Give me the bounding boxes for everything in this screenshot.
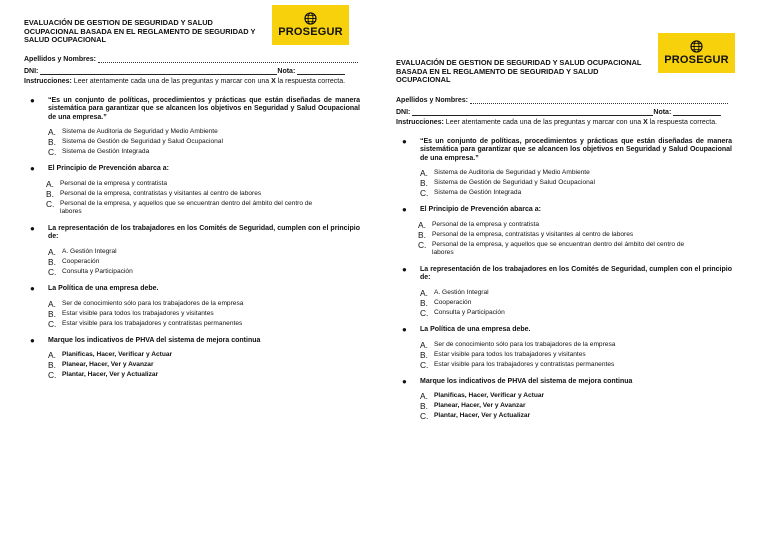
option-letter: A. — [48, 298, 56, 309]
option-letter: C. — [420, 359, 429, 370]
question-1 — [24, 97, 384, 157]
option-c[interactable] — [420, 189, 756, 197]
question-1 — [396, 138, 756, 198]
options — [420, 169, 756, 197]
options — [48, 248, 384, 276]
option-text: Personal de la empresa y contratista — [432, 220, 540, 228]
option-c[interactable] — [48, 320, 384, 328]
option-a[interactable] — [418, 221, 756, 229]
option-b[interactable] — [420, 299, 756, 307]
option-text: Personal de la empresa, y aquellos que se encuentran dentro del ámbito del centro de labores — [60, 199, 313, 215]
option-letter: A. — [46, 178, 54, 189]
option-text: Ser de conocimiento sólo para los trabajadores de la empresa — [434, 340, 616, 348]
bullet-icon: ● — [30, 164, 35, 174]
option-letter: B. — [48, 308, 56, 319]
student-fields — [396, 93, 756, 116]
option-text: Sistema de Auditoria de Seguridad y Medio Ambiente — [434, 169, 590, 177]
option-c[interactable] — [418, 241, 756, 257]
option-letter: A. — [48, 127, 56, 138]
option-text: Sistema de Gestión de Seguridad y Salud Ocupacional — [62, 138, 223, 146]
dni-label: DNI: — [396, 109, 411, 116]
option-text: Ser de conocimiento sólo para los trabajadores de la empresa — [62, 299, 244, 307]
option-b[interactable] — [418, 231, 756, 239]
option-text: Estar visible para todos los trabajadores y visitantes — [62, 309, 214, 317]
option-b[interactable] — [46, 190, 384, 198]
option-letter: B. — [418, 229, 426, 240]
option-letter: B. — [46, 188, 54, 199]
nota-label: Nota: — [653, 109, 672, 116]
option-a[interactable] — [48, 248, 384, 256]
option-text: Consulta y Participación — [62, 268, 133, 276]
question-text: “Es un conjunto de políticas, procedimientos y prácticas que están diseñadas de manera sistemática para garantizar que se alcancen los objetivos en Seguridad y Salud Ocupacional de una empresa.” — [420, 137, 732, 162]
globe-icon — [690, 40, 703, 53]
instructions-label: Instrucciones: — [396, 119, 444, 126]
option-b[interactable] — [48, 258, 384, 266]
option-a[interactable] — [420, 341, 756, 349]
instructions-text-b: la respuesta correcta. — [647, 119, 718, 126]
prosegur-logo — [272, 5, 349, 45]
question-3 — [24, 225, 384, 276]
option-text: Planificas, Hacer, Verificar y Actuar — [62, 351, 173, 359]
option-c[interactable] — [420, 412, 756, 420]
options — [48, 300, 384, 328]
nota-field[interactable] — [673, 109, 721, 116]
options — [48, 128, 384, 156]
bullet-icon: ● — [402, 264, 407, 274]
name-label: Apellidos y Nombres: — [24, 56, 96, 63]
question-text: “Es un conjunto de políticas, procedimientos y prácticas que están diseñadas de manera sistemática para garantizar que se alcancen los objetivos en Seguridad y Salud Ocupacional de una empresa.” — [48, 96, 360, 121]
instructions-x: X — [271, 78, 276, 85]
option-letter: A. — [48, 247, 56, 258]
exam-title: EVALUACIÓN DE GESTION DE SEGURIDAD Y SALUD OCUPACIONAL BASADA EN EL REGLAMENTO DE SEGURIDAD Y SALUD OCUPACIONAL — [396, 58, 642, 85]
option-c[interactable] — [420, 309, 756, 317]
option-letter: B. — [420, 349, 428, 360]
option-letter: A. — [420, 288, 428, 299]
option-a[interactable] — [420, 392, 756, 400]
instructions-text-a: Leer atentamente cada una de las preguntas y marcar con una — [443, 119, 644, 126]
question-5 — [24, 337, 384, 380]
options — [48, 351, 384, 379]
option-c[interactable] — [48, 371, 384, 379]
option-text: Planear, Hacer, Ver y Avanzar — [434, 402, 526, 410]
option-letter: C. — [48, 370, 57, 381]
option-text: Personal de la empresa, contratistas y visitantes al centro de labores — [60, 189, 262, 197]
bullet-icon: ● — [402, 325, 407, 335]
name-row — [24, 52, 384, 63]
exam-sheet-left — [24, 0, 384, 381]
options — [46, 180, 384, 216]
dni-label: DNI: — [24, 68, 39, 75]
option-text: Sistema de Auditoria de Seguridad y Medio Ambiente — [62, 128, 218, 136]
question-text: El Principio de Prevención abarca a: — [420, 206, 541, 214]
option-text: A. Gestión Integral — [434, 289, 489, 297]
name-row — [396, 93, 756, 104]
logo-text: PROSEGUR — [664, 54, 729, 66]
option-c[interactable] — [46, 200, 384, 216]
option-a[interactable] — [48, 300, 384, 308]
question-text: La Política de una empresa debe. — [420, 326, 531, 334]
option-text: Sistema de Gestión Integrada — [434, 189, 522, 197]
dni-row — [396, 105, 756, 116]
option-a[interactable] — [48, 128, 384, 136]
globe-icon — [304, 12, 317, 25]
option-letter: C. — [46, 198, 55, 209]
nota-field[interactable] — [297, 68, 345, 75]
option-b[interactable] — [48, 310, 384, 318]
instructions-text-a: Leer atentamente cada una de las preguntas y marcar con una — [71, 78, 272, 85]
option-b[interactable] — [48, 361, 384, 369]
option-text: Personal de la empresa y contratista — [60, 179, 168, 187]
option-letter: B. — [420, 178, 428, 189]
options — [420, 289, 756, 317]
question-4 — [396, 326, 756, 369]
option-letter: C. — [418, 239, 427, 250]
bullet-icon: ● — [30, 95, 35, 105]
option-letter: B. — [48, 137, 56, 148]
option-letter: B. — [420, 298, 428, 309]
option-b[interactable] — [420, 402, 756, 410]
option-letter: C. — [48, 318, 57, 329]
option-text: Estar visible para todos los trabajadores y visitantes — [434, 350, 586, 358]
bullet-icon: ● — [30, 223, 35, 233]
student-fields — [24, 52, 384, 75]
bullet-icon: ● — [30, 284, 35, 294]
bullet-icon: ● — [402, 376, 407, 386]
name-field[interactable] — [98, 56, 358, 63]
question-text: La representación de los trabajadores en los Comités de Seguridad, cumplen con el principio de: — [48, 224, 360, 241]
option-text: Plantar, Hacer, Ver y Actualizar — [434, 412, 531, 420]
option-text: Consulta y Participación — [434, 309, 505, 317]
option-text: Personal de la empresa, contratistas y visitantes al centro de labores — [432, 230, 634, 238]
option-b[interactable] — [420, 179, 756, 187]
question-2 — [396, 206, 756, 257]
bullet-icon: ● — [402, 205, 407, 215]
instructions-label: Instrucciones: — [24, 78, 72, 85]
option-letter: C. — [48, 267, 57, 278]
option-c[interactable] — [420, 361, 756, 369]
options — [420, 341, 756, 369]
question-text: Marque los indicativos de PHVA del sistema de mejora continua — [48, 336, 261, 344]
option-letter: C. — [420, 188, 429, 199]
exam-title: EVALUACIÓN DE GESTION DE SEGURIDAD Y SALUD OCUPACIONAL BASADA EN EL REGLAMENTO DE SEGURIDAD Y SALUD OCUPACIONAL — [24, 18, 256, 45]
question-text: La Política de una empresa debe. — [48, 285, 159, 293]
option-b[interactable] — [48, 138, 384, 146]
exam-sheet-right — [396, 33, 756, 422]
option-text: Planificas, Hacer, Verificar y Actuar — [434, 392, 545, 400]
option-letter: C. — [420, 308, 429, 319]
option-a[interactable] — [48, 351, 384, 359]
option-c[interactable] — [48, 268, 384, 276]
option-text: Planear, Hacer, Ver y Avanzar — [62, 361, 154, 369]
name-field[interactable] — [470, 97, 728, 104]
question-text: El Principio de Prevención abarca a: — [48, 165, 169, 173]
option-letter: C. — [420, 411, 429, 422]
dni-row — [24, 64, 384, 75]
sheet-header — [24, 0, 384, 50]
question-3 — [396, 266, 756, 317]
option-a[interactable] — [420, 289, 756, 297]
bullet-icon: ● — [402, 136, 407, 146]
options — [418, 221, 756, 257]
options — [420, 392, 756, 420]
option-letter: B. — [420, 401, 428, 412]
option-a[interactable] — [46, 180, 384, 188]
option-letter: A. — [420, 168, 428, 179]
option-text: Cooperación — [434, 299, 472, 307]
option-b[interactable] — [420, 351, 756, 359]
question-text: La representación de los trabajadores en los Comités de Seguridad, cumplen con el principio de: — [420, 265, 732, 282]
option-text: Estar visible para los trabajadores y contratistas permanentes — [62, 319, 243, 327]
option-letter: A. — [420, 339, 428, 350]
name-label: Apellidos y Nombres: — [396, 97, 468, 104]
instructions-x: X — [643, 119, 648, 126]
nota-label: Nota: — [277, 68, 296, 75]
option-letter: A. — [420, 391, 428, 402]
option-c[interactable] — [48, 148, 384, 156]
sheet-header — [396, 33, 756, 83]
question-text: Marque los indicativos de PHVA del sistema de mejora continua — [420, 377, 633, 385]
option-letter: A. — [48, 350, 56, 361]
prosegur-logo — [658, 33, 735, 73]
bullet-icon: ● — [30, 335, 35, 345]
option-text: Estar visible para los trabajadores y contratistas permanentes — [434, 360, 615, 368]
instructions-text-b: la respuesta correcta. — [275, 78, 346, 85]
option-letter: C. — [48, 147, 57, 158]
option-letter: A. — [418, 219, 426, 230]
question-4 — [24, 285, 384, 328]
instructions — [24, 78, 359, 87]
option-text: Cooperación — [62, 258, 100, 266]
option-text: Sistema de Gestión Integrada — [62, 148, 150, 156]
question-2 — [24, 165, 384, 216]
logo-text: PROSEGUR — [278, 26, 343, 38]
option-text: Personal de la empresa, y aquellos que se encuentran dentro del ámbito del centro de labores — [432, 240, 685, 256]
option-text: Sistema de Gestión de Seguridad y Salud Ocupacional — [434, 179, 595, 187]
option-text: Plantar, Hacer, Ver y Actualizar — [62, 371, 159, 379]
option-a[interactable] — [420, 169, 756, 177]
option-letter: B. — [48, 257, 56, 268]
dni-field[interactable] — [412, 109, 653, 116]
question-5 — [396, 378, 756, 421]
option-text: A. Gestión Integral — [62, 248, 117, 256]
instructions — [396, 119, 731, 128]
dni-field[interactable] — [40, 68, 277, 75]
option-letter: B. — [48, 360, 56, 371]
